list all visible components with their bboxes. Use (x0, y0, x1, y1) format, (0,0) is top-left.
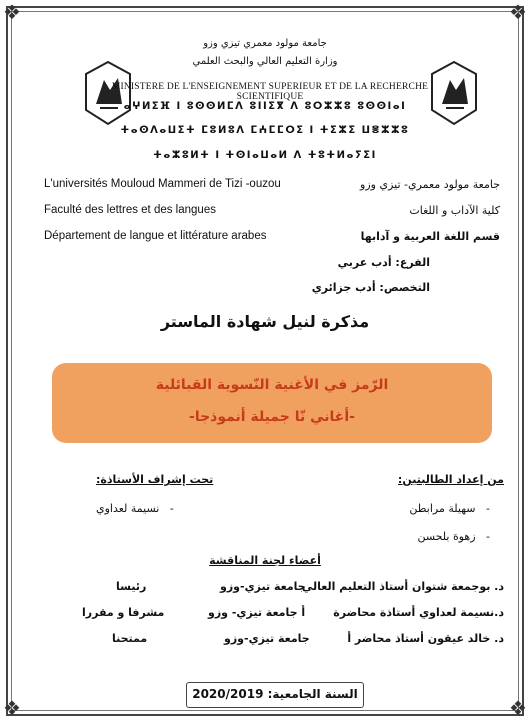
academic-year-label: السنة الجامعية: (267, 687, 358, 701)
committee-member-1-name: د. بوجمعة شتوان أستاذ التعليم العالي (301, 580, 504, 593)
ministry-name-fr: MINISTERE DE L'ENSEIGNEMENT SUPERIEUR ET DE LA RECHERCHE SCIENTIFIQUE (111, 82, 429, 102)
department-fr: Département de langue et littérature arabes (44, 230, 267, 242)
corner-ornament-icon: ❖ (3, 696, 21, 720)
thesis-subtitle: -أغاني نّا جميلة أنموذجا- (189, 409, 355, 425)
ministry-name-ar: وزارة التعليم العالي والبحث العلمي (192, 56, 338, 67)
committee-member-3-university: جامعة تيزي-وزو (224, 632, 310, 645)
thesis-title-box (52, 363, 492, 443)
faculty-ar: كلية الآداب و اللغات (409, 204, 500, 217)
committee-member-2-university: أ جامعة تيزي- وزو (208, 606, 306, 619)
corner-ornament-icon: ❖ (509, 0, 527, 24)
memo-title: مذكرة لنيل شهادة الماستر (160, 312, 370, 331)
committee-label: أعضاء لجنة المناقشة (209, 554, 321, 567)
faculty-fr: Faculté des lettres et des langues (44, 204, 216, 216)
university-fr: L'universités Mouloud Mammeri de Tizi -ouzou (44, 178, 281, 190)
student-name-2: - زهوة بلحسن (417, 530, 490, 543)
branch-ar: الفرع: أدب عربي (337, 256, 430, 269)
academic-year (186, 687, 364, 701)
committee-member-2-role: مشرفا و مقررا (82, 606, 165, 619)
thesis-title: الرّمز في الأغنية النّسوية القبائلية (155, 377, 389, 393)
supervisor-name: - نسيمة لعداوي (96, 502, 174, 515)
corner-ornament-icon: ❖ (3, 0, 21, 24)
committee-member-1-role: رئيسا (116, 580, 147, 593)
student-name-1: - سهيلة مرابطن (409, 502, 490, 515)
academic-year-value: 2020/2019 (192, 687, 264, 701)
department-ar: قسم اللغة العربية و آدابها (360, 230, 500, 243)
tifinagh-line-2: ⵜⴰⵙⴷⴰⵡⵉⵜ ⵎⵓⵍⵓⴷ ⵎⵄⵎⵎⵔⵉ ⵏ ⵜⵉⵣⵉ ⵡⴻⵣⵣⵓ (120, 125, 410, 136)
committee-member-3-name: د. خالد عيقون أستاذ محاضر أ (347, 632, 504, 645)
students-label: من إعداد الطالبتين: (397, 473, 504, 486)
supervisor-label: تحت إشراف الأستاذة: (96, 473, 214, 486)
corner-ornament-icon: ❖ (509, 696, 527, 720)
tifinagh-line-3: ⵜⴰⵣⵓⵍⵜ ⵏ ⵜⵙⵏⴰⵡⴰⵍ ⴷ ⵜⵓⵜⵍⴰⵢⵉⵏ (153, 150, 377, 161)
university-ar: جامعة مولود معمري- تيزي وزو (360, 178, 500, 191)
tifinagh-line-1: ⴰⵖⵍⵉⴼ ⵏ ⵓⵙⵙⵍⵎⴷ ⵓⵏⵏⵉⴳ ⴷ ⵓⵔⵣⵣⵓ ⵓⵙⵙⵏⴰⵏ (123, 101, 407, 112)
university-name-ar: جامعة مولود معمري تيزي وزو (203, 38, 327, 49)
specialty-ar: التخصص: أدب جزائري (311, 281, 430, 294)
committee-member-2-name: د.نسيمة لعداوي أستاذة محاضرة (333, 606, 504, 619)
committee-member-3-role: ممتحنا (112, 632, 148, 645)
committee-member-1-university: جامعة تيزي-وزو (220, 580, 306, 593)
